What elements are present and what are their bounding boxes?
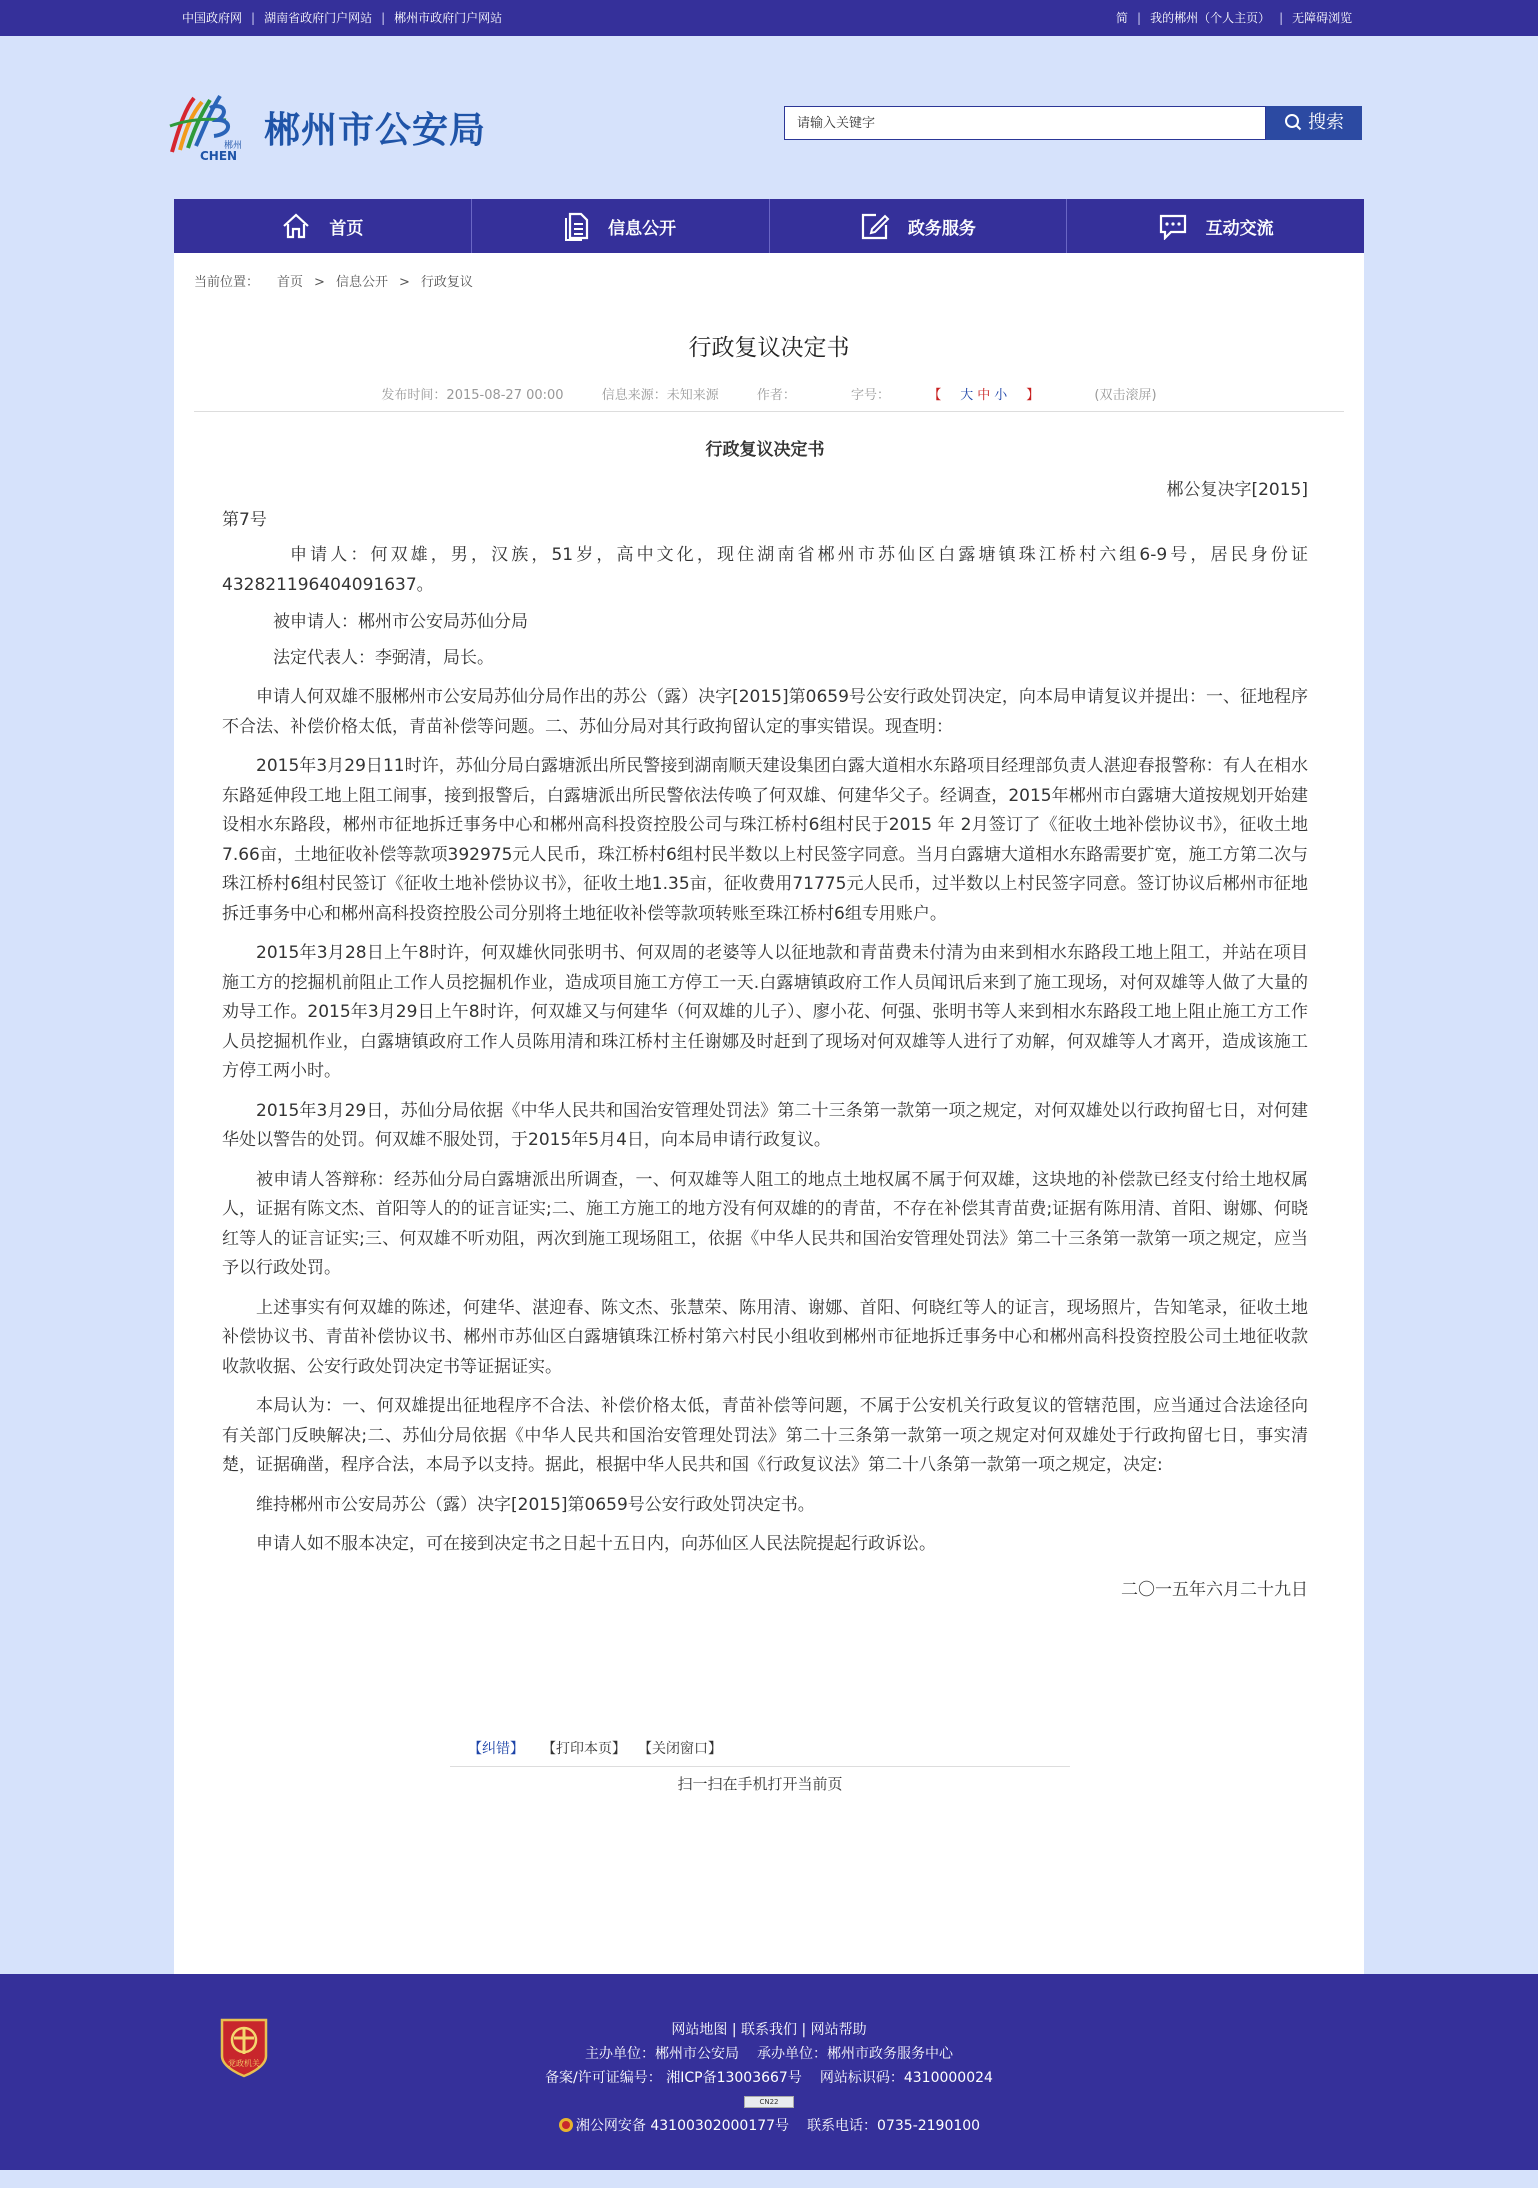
breadcrumb: 当前位置： 首页 > 信息公开 > 行政复议 <box>194 275 473 290</box>
footer-cert-line <box>0 2090 1538 2114</box>
top-bar <box>0 0 1538 36</box>
edit-icon <box>860 211 890 241</box>
footer-link-sitemap[interactable]: 网站地图 <box>671 2022 728 2038</box>
font-size-big[interactable]: 大 <box>960 388 974 403</box>
search-box <box>784 106 1362 140</box>
footer-link-help[interactable]: 网站帮助 <box>810 2022 867 2038</box>
article-meta <box>174 384 1364 403</box>
footer <box>0 1974 1538 2170</box>
nav-item-gov-service[interactable] <box>770 199 1068 253</box>
font-size-small[interactable]: 小 <box>994 388 1008 403</box>
main-nav <box>174 199 1364 253</box>
paragraph: 本局认为：一、何双雄提出征地程序不合法、补偿价格太低，青苗补偿等问题，不属于公安机关行政复议的管辖范围，应当通过合法途径向有关部门反映解决;二、苏仙分局依据《中华人民共和国治安管理处罚法》第二十三条第一款第一项之规定对何双雄处于行政拘留七日，事实清楚，证据确凿，程序合法，本局予以支持。据此，根据中华人民共和国《行政复议法》第二十八条第一款第一项之规定，决定: <box>222 1396 1308 1475</box>
footer-icp-line <box>0 2066 1538 2090</box>
article-body <box>222 423 1308 1605</box>
paragraph: 被申请人答辩称：经苏仙分局白露塘派出所调查，一、何双雄等人阻工的地点土地权属不属于何双雄，这块地的补偿款已经支付给土地权属人，证据有陈文杰、首阳等人的的证言证实;二、施工方施工的地方没有何双雄的的青苗，不存在补偿其青苗费;证据有陈用清、首阳、谢娜、何晓红等人的证言证实;三、何双雄不听劝阻，两次到施工现场阻工，依据《中华人民共和国治安管理处罚法》第二十三条第一款第一项之规定，应当予以行政处罚。 <box>222 1169 1308 1278</box>
breadcrumb-home[interactable]: 首页 <box>277 275 304 290</box>
correction-link[interactable]: 【纠错】 <box>468 1741 524 1757</box>
footer-police-line <box>0 2114 1538 2138</box>
content-panel <box>174 253 1364 1974</box>
paragraph: 2015年3月29日11时许，苏仙分局白露塘派出所民警接到湖南顺天建设集团白露大道相水东路项目经理部负责人湛迎春报警称：有人在相水东路延伸段工地上阻工闹事，接到报警后，白露塘派出所民警依法传唤了何双雄、何建华父子。经调查，2015年郴州市白露塘大道按规划开始建设相水东路段，郴州市征地拆迁事务中心和郴州高科投资控股公司与珠江桥村6组村民于2015 年 2月签订了《征收土地补偿协议书》，征收土地7.66亩，土地征收补偿等款项392975元人民币，珠江桥村6组村民半数以上村民签字同意。当月白露塘大道相水东路需要扩宽，施工方第二次与珠江桥村6组村民签订《征收土地补偿协议书》，征收土地1.35亩，征收费用71775元人民币，过半数以上村民签字同意。签订协议后郴州市征地拆迁事务中心和郴州高科投资控股公司分别将土地征收补偿等款项转账至珠江桥村6组专用账户。 <box>222 756 1308 924</box>
nav-item-home[interactable] <box>174 199 472 253</box>
search-input[interactable] <box>784 106 1266 140</box>
footer-info <box>0 2018 1538 2138</box>
nav-item-label: 互动交流 <box>1205 218 1274 239</box>
search-button[interactable] <box>1266 106 1362 140</box>
footer-sponsor-line <box>0 2042 1538 2066</box>
breadcrumb-lead: 当前位置： <box>194 275 260 290</box>
breadcrumb-admin-review[interactable]: 行政复议 <box>420 275 473 290</box>
bottom-strip <box>0 2170 1538 2188</box>
paragraph: 2015年3月29日，苏仙分局依据《中华人民共和国治安管理处罚法》第二十三条第一款第一项之规定，对何双雄处以行政拘留七日，对何建华处以警告的处罚。何双雄不服处罚，于2015年5月4日，向本局申请行政复议。 <box>222 1100 1308 1150</box>
top-link-gov-cn[interactable]: 中国政府网 <box>182 11 243 25</box>
font-size-medium[interactable]: 中 <box>977 388 991 403</box>
top-links-right: 简 | 我的郴州（个人主页） | 无障碍浏览 <box>1116 11 1353 25</box>
paragraph-applicant: 申请人：何双雄，男，汉族，51岁，高中文化，现住湖南省郴州市苏仙区白露塘镇珠江桥村六组6-9号，居民身份证432821196404091637。 <box>222 545 1308 595</box>
paragraph: 申请人如不服本决定，可在接到决定书之日起十五日内，向苏仙区人民法院提起行政诉讼。 <box>256 1534 936 1554</box>
top-links-left: 中国政府网 | 湖南省政府门户网站 | 郴州市政府门户网站 <box>182 11 503 25</box>
svg-text:郴州: 郴州 <box>224 141 243 151</box>
author: 作者： <box>756 388 796 403</box>
document-icon <box>564 211 590 241</box>
footer-site-code: 网站标识码：4310000024 <box>819 2070 993 2086</box>
search-button-label: 搜索 <box>1308 112 1344 133</box>
nav-item-info-public[interactable] <box>472 199 770 253</box>
info-source: 信息来源：未知来源 <box>601 388 719 403</box>
paragraph: 申请人何双雄不服郴州市公安局苏仙分局作出的苏公（露）决字[2015]第0659号公安行政处罚决定，向本局申请复议并提出：一、征地程序不合法、补偿价格太低，青苗补偿等问题。二、苏仙分局对其行政拘留认定的事实错误。现查明： <box>222 687 1308 737</box>
nav-item-label: 信息公开 <box>608 218 677 239</box>
nav-item-label: 政务服务 <box>907 218 976 239</box>
page-tools <box>450 1729 1070 1767</box>
title-divider <box>194 411 1344 412</box>
breadcrumb-info-public[interactable]: 信息公开 <box>335 275 388 290</box>
page-title: 行政复议决定书 <box>688 335 850 361</box>
cert-badge-icon[interactable]: CN22 <box>744 2096 794 2108</box>
nav-item-interaction[interactable] <box>1067 199 1364 253</box>
footer-icp[interactable]: 备案/许可证编号： 湘ICP备13003667号 <box>545 2070 802 2086</box>
home-icon <box>281 212 311 240</box>
doc-number: 郴公复决字[2015] <box>1166 480 1308 500</box>
doc-date: 二〇一五年六月二十九日 <box>1121 1579 1308 1600</box>
top-link-hunan-gov[interactable]: 湖南省政府门户网站 <box>264 11 373 25</box>
footer-link-contact[interactable]: 联系我们 <box>741 2022 797 2038</box>
paragraph-respondent: 被申请人：郴州市公安局苏仙分局 <box>273 612 528 632</box>
paragraph: 2015年3月28日上午8时许，何双雄伙同张明书、何双周的老婆等人以征地款和青苗费未付清为由来到相水东路段工地上阻工，并站在项目施工方的挖掘机前阻止工作人员挖掘机作业，造成项目施工方停工一天.白露塘镇政府工作人员闻讯后来到了施工现场，对何双雄等人做了大量的劝导工作。2015年3月29日上午8时许，何双雄又与何建华（何双雄的儿子）、廖小花、何强、张明书等人来到相水东路段工地上阻止施工方工作人员挖掘机作业，白露塘镇政府工作人员陈用清和珠江桥村主任谢娜及时赶到了现场对何双雄等人进行了劝解，何双雄等人才离开，造成该施工方停工两小时。 <box>222 943 1308 1081</box>
top-link-my-chenzhou[interactable]: 我的郴州（个人主页） <box>1150 11 1271 25</box>
font-size-control: 字号： 【 大 中 小 】 <box>851 388 1040 403</box>
paragraph: 维持郴州市公安局苏公（露）决字[2015]第0659号公安行政处罚决定书。 <box>256 1494 815 1515</box>
search-icon <box>1284 113 1302 131</box>
double-click-scroll[interactable]: (双击滚屏) <box>1094 388 1157 403</box>
close-window-link[interactable]: 【关闭窗口】 <box>638 1741 722 1757</box>
publish-time: 发布时间：2015-08-27 00:00 <box>381 388 564 403</box>
footer-phone: 联系电话：0735-2190100 <box>807 2118 981 2134</box>
top-link-chenzhou-gov[interactable]: 郴州市政府门户网站 <box>394 11 503 25</box>
svg-text:CHEN: CHEN <box>200 149 238 162</box>
doc-title: 行政复议决定书 <box>705 440 825 460</box>
site-logo[interactable] <box>166 90 486 162</box>
site-title: 郴州市公安局 <box>264 110 487 151</box>
chat-icon <box>1158 212 1188 240</box>
police-emblem-icon <box>558 2117 574 2133</box>
paragraph-legal-rep: 法定代表人：李弼清，局长。 <box>273 647 494 668</box>
nav-item-label: 首页 <box>329 218 364 239</box>
footer-police-record[interactable]: 湘公网安备 43100302000177号 <box>575 2118 790 2134</box>
top-link-simplified[interactable]: 简 <box>1116 11 1129 25</box>
doc-number-cont: 第7号 <box>222 509 267 530</box>
svg-text:党政机关: 党政机关 <box>228 2059 260 2068</box>
footer-sponsor: 主办单位：郴州市公安局 <box>585 2046 739 2062</box>
qr-caption: 扫一扫在手机打开当前页 <box>677 1775 843 1793</box>
top-link-accessibility[interactable]: 无障碍浏览 <box>1292 11 1353 25</box>
chenzhou-logo-icon <box>166 90 252 162</box>
footer-organizer: 承办单位：郴州市政务服务中心 <box>757 2046 953 2062</box>
print-link[interactable]: 【打印本页】 <box>542 1741 626 1757</box>
footer-links: 网站地图 | 联系我们 | 网站帮助 <box>671 2022 867 2038</box>
paragraph: 上述事实有何双雄的陈述，何建华、湛迎春、陈文杰、张慧荣、陈用清、谢娜、首阳、何晓红等人的证言，现场照片，告知笔录，征收土地补偿协议书、青苗补偿协议书、郴州市苏仙区白露塘镇珠江桥村第六村民小组收到郴州市征地拆迁事务中心和郴州高科投资控股公司土地征收款收款收据、公安行政处罚决定书等证据证实。 <box>222 1297 1308 1377</box>
